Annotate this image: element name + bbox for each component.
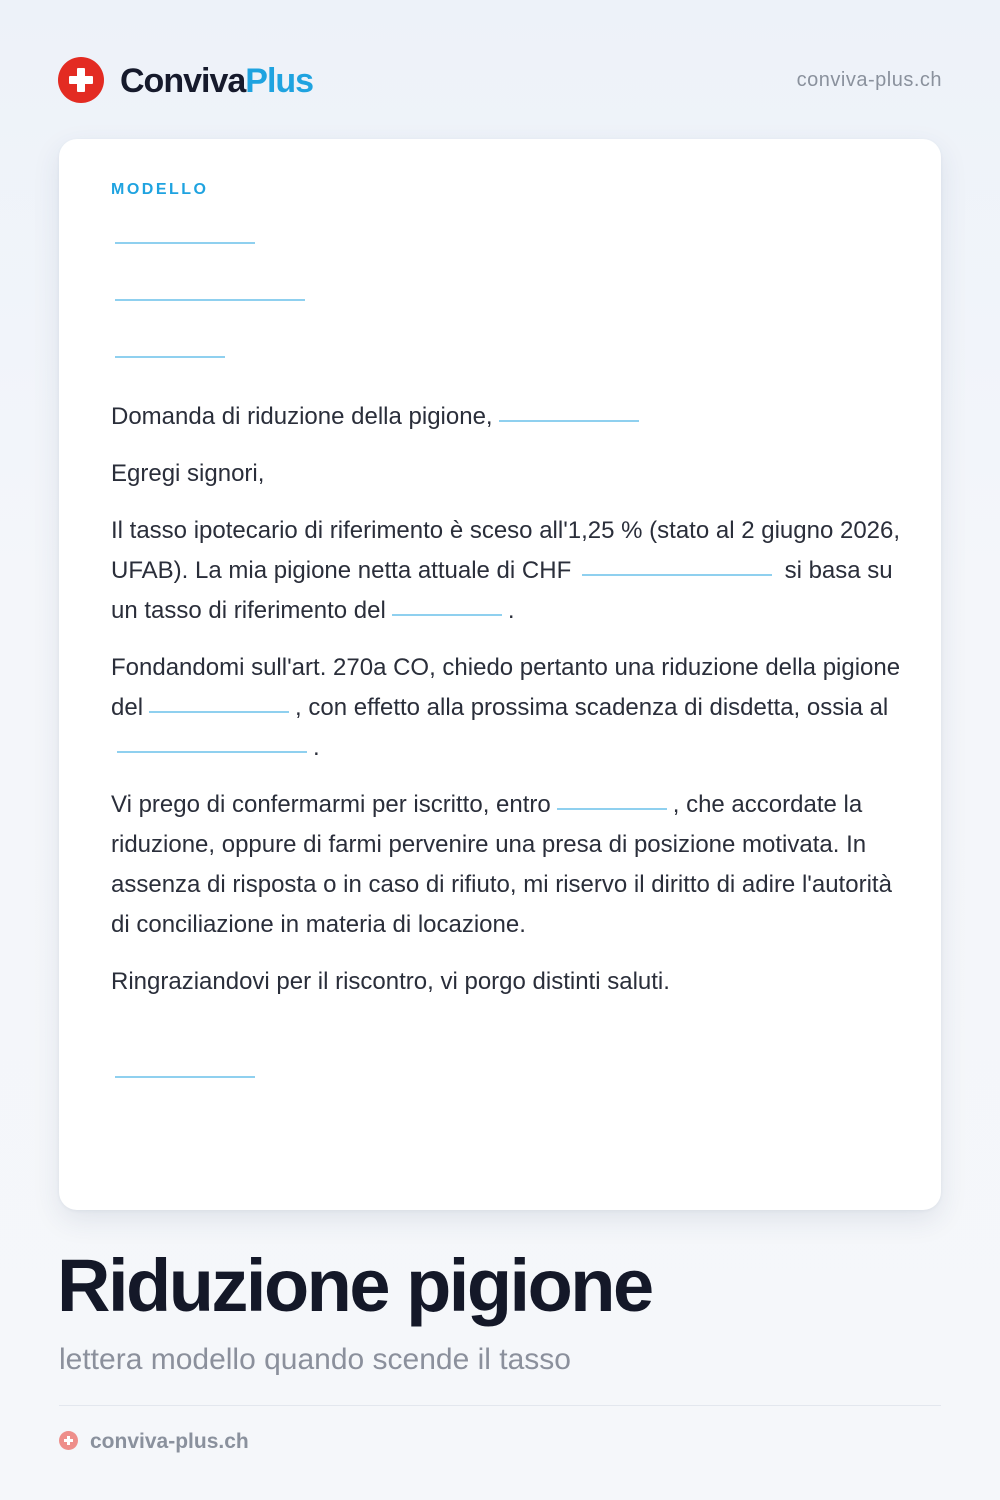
swiss-cross-icon (59, 1431, 78, 1450)
sender-name-blank[interactable] (115, 242, 255, 244)
current-rate-blank[interactable] (392, 614, 502, 616)
date-blank[interactable] (499, 420, 639, 422)
paragraph-2-text-b: , con effetto alla prossima scadenza di disdetta, ossia al (295, 694, 889, 721)
swiss-cross-icon (58, 57, 104, 103)
paragraph-2-text: Fondandomi sull'art. 270a CO, chiedo pertanto una riduzione della pigione del (111, 654, 901, 721)
footer-site-url[interactable]: conviva-plus.ch (90, 1430, 249, 1453)
letter-subject (111, 397, 901, 437)
brand-name: Conviva (120, 62, 246, 100)
brand-name-accent: Plus (245, 62, 314, 100)
sender-address-blank[interactable] (115, 299, 305, 301)
page-subtitle: lettera modello quando scende il tasso (59, 1343, 571, 1376)
brand-logo[interactable] (120, 61, 313, 101)
letter-salutation: Egregi signori, (111, 460, 265, 487)
effective-date-blank[interactable] (117, 751, 307, 753)
template-label: MODELLO (111, 181, 209, 198)
signature-blank[interactable] (115, 1076, 255, 1078)
paragraph-1 (111, 511, 901, 631)
footer-divider (59, 1405, 941, 1406)
paragraph-3 (111, 785, 901, 945)
paragraph-2-end: . (313, 734, 320, 761)
paragraph-1-end: . (507, 597, 515, 624)
sender-city-blank[interactable] (115, 356, 225, 358)
letter-closing: Ringraziandovi per il riscontro, vi porgo distinti saluti. (111, 968, 670, 995)
paragraph-3-text: Vi prego di confermarmi per iscritto, entro (111, 791, 551, 818)
paragraph-3-text-b: , che accordate la riduzione, oppure di farmi pervenire una presa di posizione motivata. In assenza di risposta o in caso di rifiuto, mi riservo il diritto di adire l'autorità di conciliazione in materia di locazione. (111, 791, 892, 938)
paragraph-2 (111, 648, 901, 768)
header (58, 57, 942, 105)
page-title: Riduzione pigione (57, 1244, 652, 1327)
letter-body (111, 397, 901, 1019)
reduction-percent-blank[interactable] (149, 711, 289, 713)
rent-amount-blank[interactable] (582, 574, 772, 576)
letter-card (59, 139, 941, 1210)
subject-text: Domanda di riduzione della pigione, (111, 403, 493, 430)
paragraph-1-text: Il tasso ipotecario di riferimento è sceso all'1,25 % (stato al 2 giugno 2026, UFAB). La mia pigione netta attuale di CHF (111, 517, 901, 584)
site-url[interactable]: conviva-plus.ch (796, 69, 942, 91)
paragraph-1-text-b: si basa su un tasso di riferimento del (111, 557, 893, 624)
deadline-blank[interactable] (557, 808, 667, 810)
